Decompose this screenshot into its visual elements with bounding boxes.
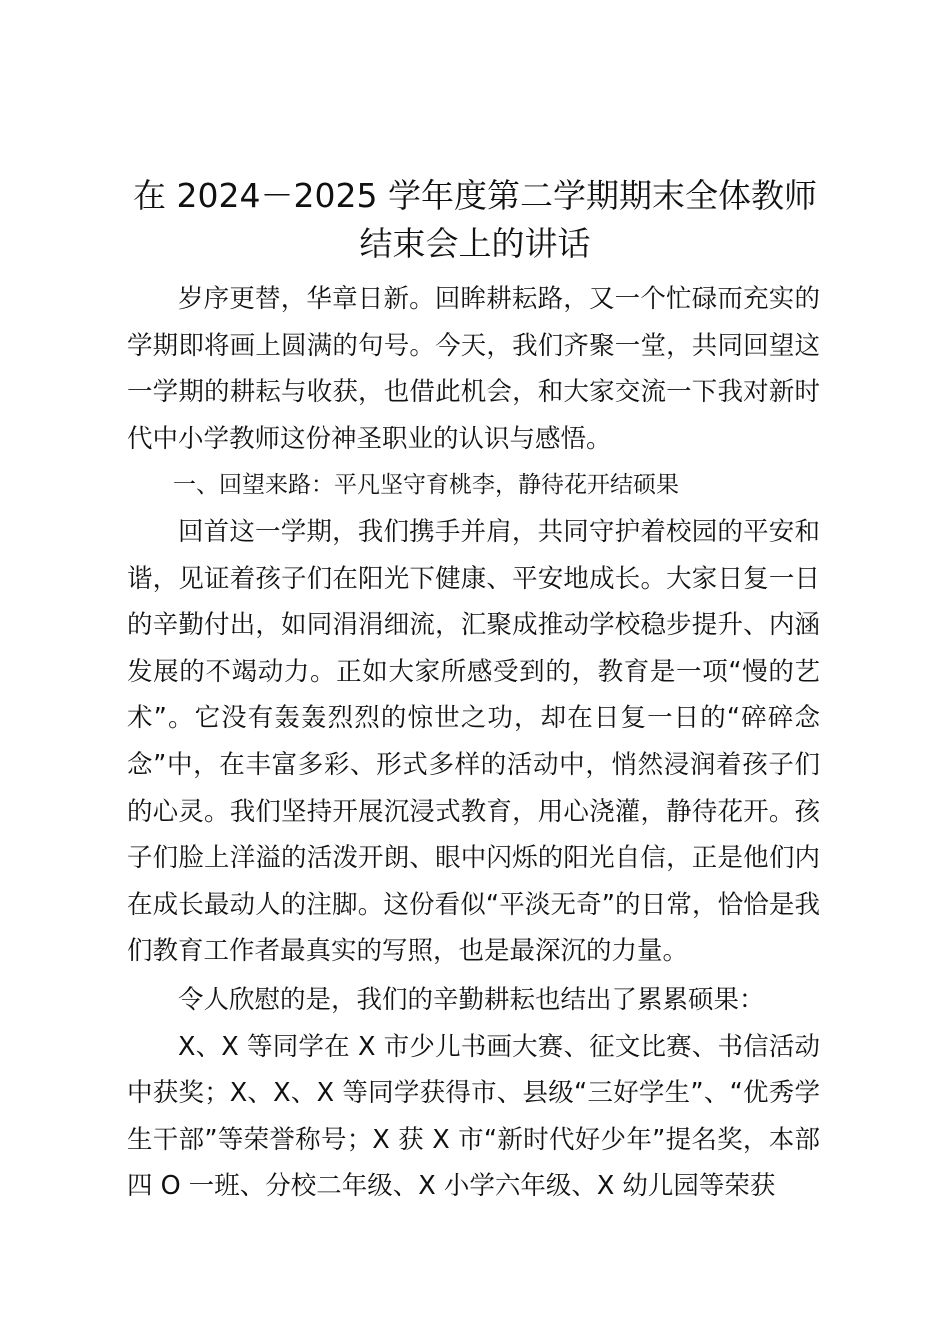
paragraph-achievements: X、X 等同学在 X 市少儿书画大赛、征文比赛、书信活动中获奖；X、X、X 等同学获得市、县级“三好学生”、“优秀学生干部”等荣誉称号；X 获 X 市“新时代好少年”提名奖，本部四 O 一班、分校二年级、X 小学六年级、X 幼儿园等荣获 [127, 1031, 820, 1202]
paragraph-achievements-lead: 令人欣慰的是，我们的辛勤耕耘也结出了累累硕果： [178, 984, 765, 1015]
paragraph-intro: 岁序更替，华章日新。回眸耕耘路，又一个忙碌而充实的学期即将画上圆满的句号。今天，我们齐聚一堂，共同回望这一学期的耕耘与收获，也借此机会，和大家交流一下我对新时代中小学教师这份神圣职业的认识与感悟。 [127, 284, 820, 454]
document-title: 在 2024－2025 学年度第二学期期末全体教师结束会上的讲话 [133, 176, 817, 263]
document-body [127, 276, 820, 1210]
paragraph-review: 回首这一学期，我们携手并肩，共同守护着校园的平安和谐，见证着孩子们在阳光下健康、平安地成长。大家日复一日的辛勤付出，如同涓涓细流，汇聚成推动学校稳步提升、内涵发展的不竭动力。正如大家所感受到的，教育是一项“慢的艺术”。它没有轰轰烈烈的惊世之功，却在日复一日的“碎碎念念”中，在丰富多彩、形式多样的活动中，悄然浸润着孩子们的心灵。我们坚持开展沉浸式教育，用心浇灌，静待花开。孩子们脸上洋溢的活泼开朗、眼中闪烁的阳光自信，正是他们内在成长最动人的注脚。这份看似“平淡无奇”的日常，恰恰是我们教育工作者最真实的写照，也是最深沉的力量。 [127, 516, 820, 967]
section-heading: 一、回望来路：平凡坚守育桃李，静待花开结硕果 [173, 472, 679, 499]
